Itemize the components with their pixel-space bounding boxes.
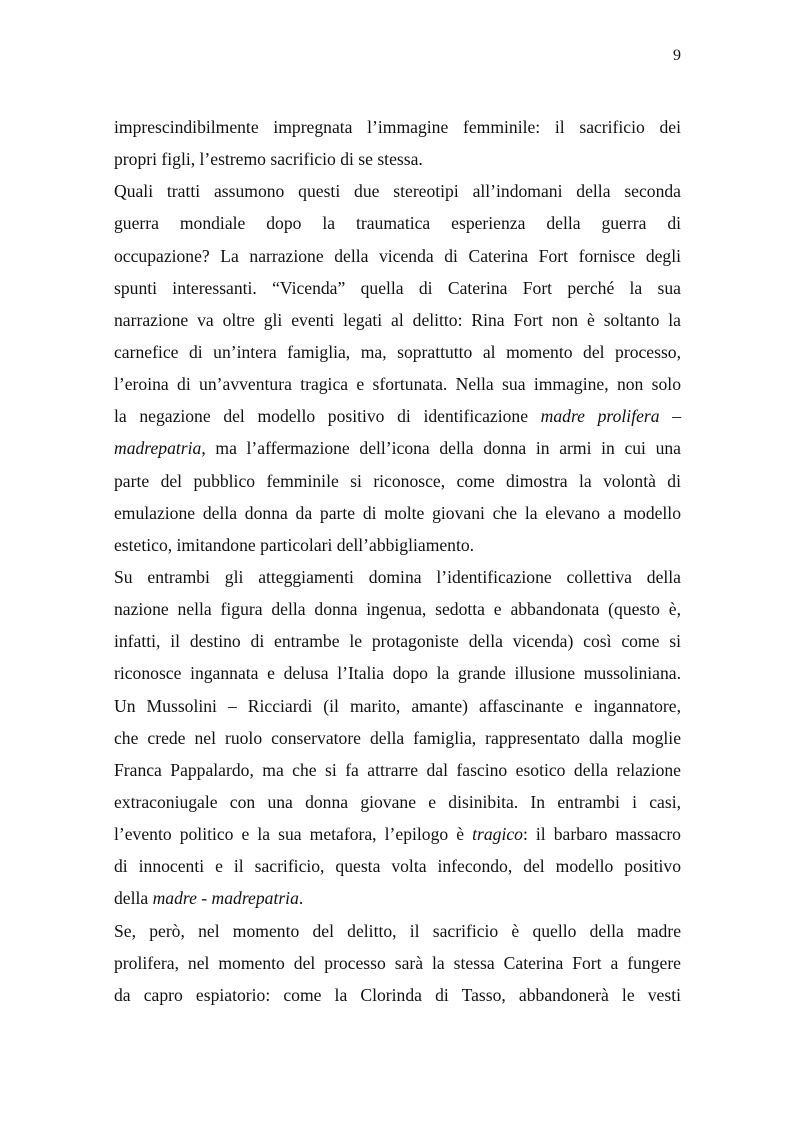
text-line: di innocenti e il sacrificio, questa volta infecondo, del modello positivo xyxy=(114,856,681,877)
text-line: Franca Pappalardo, ma che si fa attrarre dal fascino esotico della relazione xyxy=(114,759,681,780)
text-run: la negazione del modello positivo di identificazione xyxy=(114,406,541,427)
text-line: estetico, imitandone particolari dell’abbigliamento. xyxy=(114,534,475,555)
text-run: l’evento politico e la sua metafora, l’epilogo è xyxy=(114,824,473,845)
text-run: , ma l’affermazione dell’icona della donna in armi in cui una xyxy=(201,438,681,459)
text-line: Un Mussolini – Ricciardi (il marito, amante) affascinante e ingannatore, xyxy=(114,695,681,716)
text-line: Se, però, nel momento del delitto, il sacrificio è quello della madre xyxy=(114,920,681,941)
text-run: : il barbaro massacro xyxy=(522,824,681,845)
text-run: della xyxy=(114,888,153,909)
text-line: prolifera, nel momento del processo sarà la stessa Caterina Fort a fungere xyxy=(114,952,681,973)
italic-run: madrepatria xyxy=(114,438,202,459)
text-line: nazione nella figura della donna ingenua, sedotta e abbandonata (questo è, xyxy=(114,599,681,620)
text-line: che crede nel ruolo conservatore della famiglia, rappresentato dalla moglie xyxy=(114,727,681,748)
text-line: infatti, il destino di entrambe le protagoniste della vicenda) così come si xyxy=(114,631,681,652)
text-line: emulazione della donna da parte di molte giovani che la elevano a modello xyxy=(114,502,681,523)
text-line: spunti interessanti. “Vicenda” quella di Caterina Fort perché la sua xyxy=(114,277,681,298)
text-line: imprescindibilmente impregnata l’immagine femminile: il sacrificio dei xyxy=(114,117,681,137)
text-line xyxy=(114,432,681,464)
text-line: Su entrambi gli atteggiamenti domina l’identificazione collettiva della xyxy=(114,566,681,587)
body-text xyxy=(114,111,681,1011)
text-line: riconosce ingannata e delusa l’Italia dopo la grande illusione mussoliniana. xyxy=(114,663,681,684)
text-line xyxy=(114,400,681,432)
text-line: l’eroina di un’avventura tragica e sfortunata. Nella sua immagine, non solo xyxy=(114,374,681,395)
text-line: propri figli, l’estremo sacrificio di se stessa. xyxy=(114,149,423,170)
text-line: guerra mondiale dopo la traumatica esperienza della guerra di xyxy=(114,213,681,234)
text-line: Quali tratti assumono questi due stereotipi all’indomani della seconda xyxy=(114,181,681,202)
text-line: da capro espiatorio: come la Clorinda di Tasso, abbandonerà le vesti xyxy=(114,984,681,1005)
text-run: . xyxy=(298,888,304,909)
text-line xyxy=(114,818,681,850)
page-number: 9 xyxy=(673,47,681,64)
text-line: parte del pubblico femminile si riconosce, come dimostra la volontà di xyxy=(114,470,681,491)
text-line: carnefice di un’intera famiglia, ma, soprattutto al momento del processo, xyxy=(114,341,681,362)
text-line: extraconiugale con una donna giovane e disinibita. In entrambi i casi, xyxy=(114,791,681,812)
italic-run: madre prolifera – xyxy=(540,406,681,427)
italic-run: madre - madrepatria xyxy=(152,888,299,909)
text-line xyxy=(114,882,681,914)
italic-run: tragico xyxy=(472,824,523,845)
text-line: narrazione va oltre gli eventi legati al delitto: Rina Fort non è soltanto la xyxy=(114,309,681,330)
text-line: occupazione? La narrazione della vicenda di Caterina Fort fornisce degli xyxy=(114,245,681,266)
